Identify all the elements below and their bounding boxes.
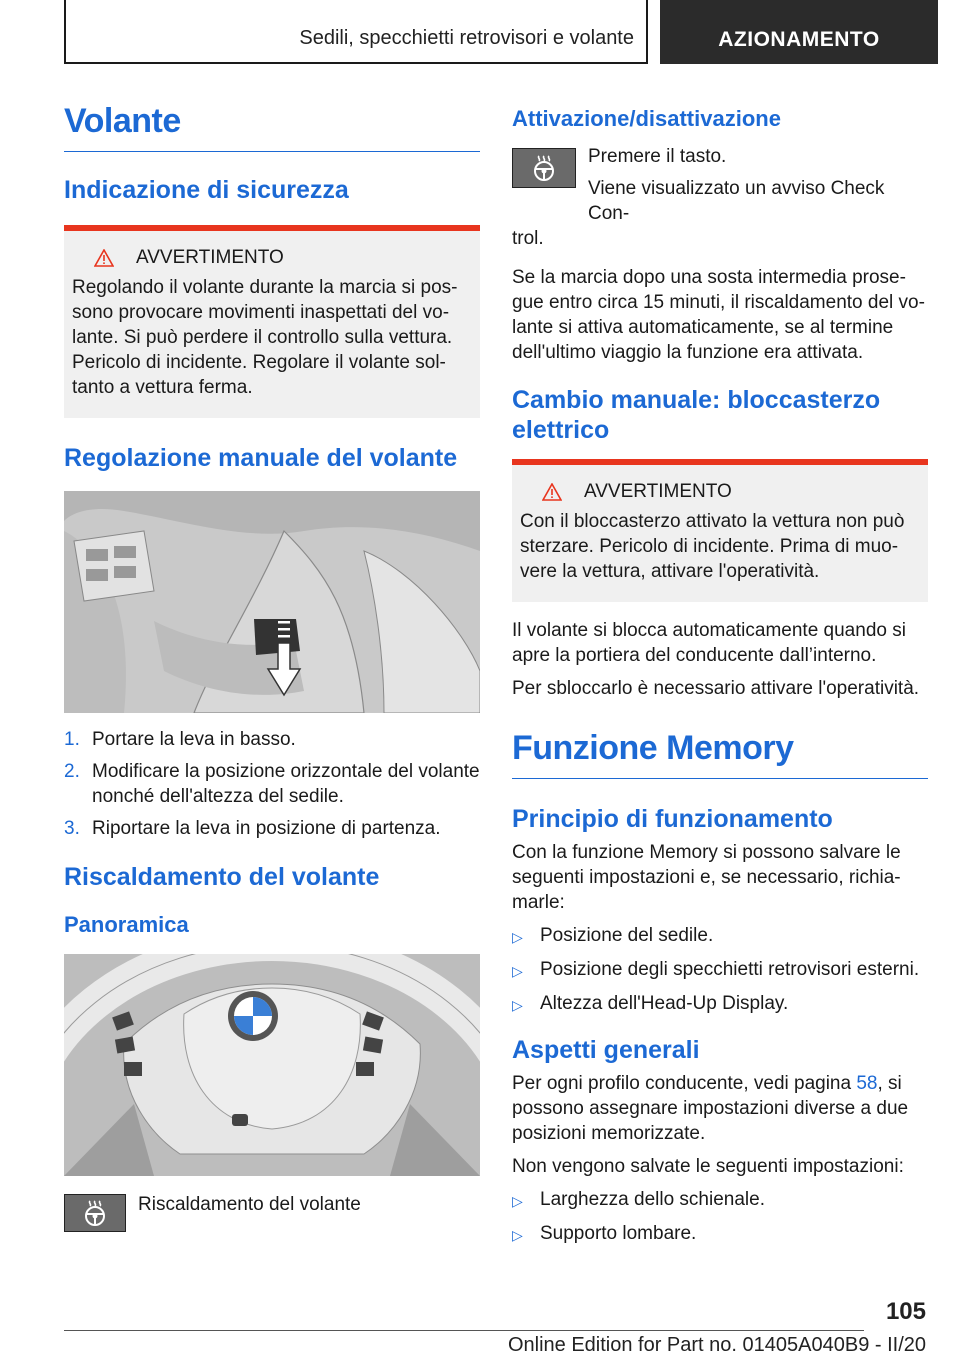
not-saved-list: [512, 1187, 928, 1248]
bullet-triangle-icon: ▷: [512, 997, 523, 1013]
warning-label: AVVERTIMENTO: [136, 247, 284, 268]
heading-line: Cambio manuale: bloccasterzo: [512, 386, 881, 414]
bullet-triangle-icon: ▷: [512, 1193, 523, 1209]
steering-wheel-image: [64, 954, 480, 1176]
step-number: 2.: [64, 761, 80, 782]
body-line: possono assegnare impostazioni diverse a due: [512, 1098, 909, 1119]
list-item-text: Altezza dell'Head-Up Display.: [540, 993, 789, 1014]
warning-text-line: Pericolo di incidente. Regolare il volante sol-: [72, 352, 446, 373]
header-chapter-text: AZIONAMENTO: [718, 28, 880, 51]
list-item: [512, 991, 928, 1018]
header-chapter-tab: [660, 0, 938, 64]
activation-heating-button[interactable]: [512, 148, 576, 188]
steering-lever-image: [64, 491, 480, 713]
header-section-title: [64, 0, 648, 64]
general-paragraph: [512, 1071, 928, 1146]
heading-principle: Principio di funzionamento: [512, 805, 833, 833]
body-line: [512, 1071, 928, 1096]
body-line: apre la portiera del conducente dall’interno.: [512, 645, 877, 666]
heading-line: elettrico: [512, 416, 610, 444]
list-item: [512, 923, 928, 950]
warning-text-line: sterzare. Pericolo di incidente. Prima di muo-: [520, 536, 899, 557]
general-line-start: Per ogni profilo conducente, vedi pagina: [512, 1073, 857, 1094]
body-line: gue entro circa 15 minuti, il riscaldamento del vo-: [512, 292, 925, 313]
warning-triangle-icon: [94, 249, 114, 267]
heading-safety: Indicazione di sicurezza: [64, 176, 349, 204]
body-line: lante si attiva automaticamente, se al termine: [512, 317, 894, 338]
warning-text-line: tanto a vettura ferma.: [72, 377, 253, 398]
page-number: 105: [885, 1298, 926, 1325]
warning-box-2: [512, 459, 928, 602]
heating-button-row: [64, 1194, 480, 1232]
list-item: [512, 1221, 928, 1248]
footer-edition: Online Edition for Part no. 01405A040B9 - II/20: [507, 1334, 926, 1356]
warning-text-line: Con il bloccasterzo attivato la vettura non può: [520, 511, 905, 532]
unlock-paragraph: Per sbloccarlo è necessario attivare l'operatività.: [512, 678, 920, 699]
general-line-end: , si: [877, 1073, 902, 1094]
step-text: Riportare la leva in posizione di partenza.: [92, 818, 441, 839]
list-item: [512, 957, 928, 984]
check-control-text: trol.: [512, 228, 544, 249]
body-line: Il volante si blocca automaticamente quando si: [512, 620, 906, 641]
principle-paragraph: [512, 840, 928, 915]
header-section-text: Sedili, specchietti retrovisori e volante: [299, 27, 634, 49]
heated-steering-wheel-icon: [81, 1199, 109, 1227]
check-control-text: Viene visualizzato un avviso Check Con-: [588, 178, 885, 224]
page-reference-link[interactable]: 58: [856, 1073, 878, 1094]
list-item: [64, 727, 480, 752]
title-divider: [64, 151, 480, 152]
steering-wheel-heating-button[interactable]: [64, 1194, 126, 1232]
step-number: 1.: [64, 729, 80, 750]
resume-paragraph: [512, 265, 928, 365]
list-item: [64, 816, 480, 841]
body-line: Se la marcia dopo una sosta intermedia prose-: [512, 267, 906, 288]
title-memory: Funzione Memory: [512, 729, 794, 767]
step-text: Modificare la posizione orizzontale del volante: [92, 761, 480, 782]
list-item: [512, 1187, 928, 1214]
list-item-text: Posizione degli specchietti retrovisori esterni.: [540, 959, 920, 980]
heading-general: Aspetti generali: [512, 1036, 700, 1064]
bullet-triangle-icon: ▷: [512, 1227, 523, 1243]
warning-text-line: lante. Si può perdere il controllo sulla vettura.: [72, 327, 453, 348]
warning-triangle-icon: [542, 483, 562, 501]
not-saved-intro: Non vengono salvate le seguenti impostazioni:: [512, 1156, 904, 1177]
memory-items-list: [512, 923, 928, 1018]
list-item-text: Larghezza dello schienale.: [540, 1189, 765, 1210]
list-item: [64, 759, 480, 809]
bullet-triangle-icon: ▷: [512, 929, 523, 945]
warning-box-1: [64, 225, 480, 418]
left-column: [64, 96, 480, 1232]
bullet-triangle-icon: ▷: [512, 963, 523, 979]
steering-lever-illustration: [64, 491, 480, 713]
lock-paragraph: [512, 618, 928, 668]
heated-steering-wheel-icon: [530, 154, 558, 182]
step-number: 3.: [64, 818, 80, 839]
step-text: nonché dell'altezza del sedile.: [92, 786, 344, 807]
heading-heating: Riscaldamento del volante: [64, 863, 380, 891]
warning-label: AVVERTIMENTO: [584, 481, 732, 502]
warning-text-line: vere la vettura, attivare l'operatività.: [520, 561, 820, 582]
body-line: Con la funzione Memory si possono salvare le: [512, 842, 901, 863]
heading-manual-adjust: Regolazione manuale del volante: [64, 444, 458, 472]
heating-button-label: Riscaldamento del volante: [138, 1194, 361, 1215]
manual-steps-list: [64, 727, 480, 841]
body-line: posizioni memorizzate.: [512, 1123, 706, 1144]
title-divider: [512, 778, 928, 779]
instruction-press: Premere il tasto.: [588, 146, 727, 167]
activation-row: [512, 144, 928, 226]
title-volante: Volante: [64, 102, 181, 140]
list-item-text: Supporto lombare.: [540, 1223, 697, 1244]
list-item-text: Posizione del sedile.: [540, 925, 714, 946]
step-text: Portare la leva in basso.: [92, 729, 296, 750]
warning-text-line: sono provocare movimenti inaspettati del vo-: [72, 302, 450, 323]
steering-wheel-illustration: [64, 954, 480, 1176]
heading-steering-lock: [512, 385, 928, 445]
heading-overview: Panoramica: [64, 912, 189, 937]
warning-text-line: Regolando il volante durante la marcia si pos-: [72, 277, 458, 298]
body-line: marle:: [512, 892, 565, 913]
footer-divider: [64, 1330, 864, 1331]
body-line: dell'ultimo viaggio la funzione era attivata.: [512, 342, 864, 363]
body-line: seguenti impostazioni e, se necessario, richia-: [512, 867, 901, 888]
right-column: [512, 96, 928, 1255]
heading-activation: Attivazione/disattivazione: [512, 106, 781, 131]
